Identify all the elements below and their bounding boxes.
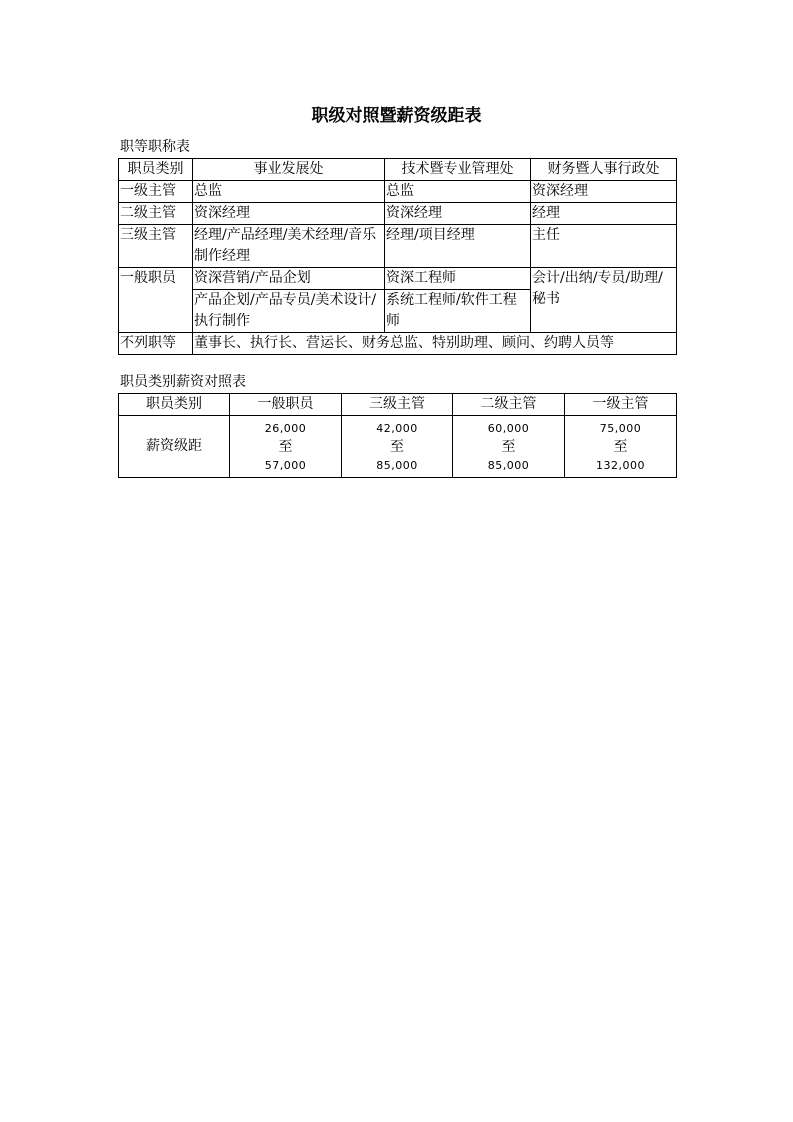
range-to-label: 至 [501,438,516,455]
salary-range-cell [342,416,453,478]
table-cell: 主任 [531,225,677,268]
column-header: 财务暨人事行政处 [531,159,677,181]
row-label: 一级主管 [119,181,193,203]
table-row [119,181,677,203]
page-title: 职级对照暨薪资级距表 [311,106,482,126]
table-cell: 经理/项目经理 [385,225,531,268]
salary-min: 60,000 [487,421,530,435]
table-cell: 资深经理 [531,181,677,203]
column-header: 一般职员 [230,394,342,416]
range-to-label: 至 [613,438,628,455]
range-to-label: 至 [390,438,404,455]
table-cell: 系统工程师/软件工程师 [385,290,531,333]
table-row [119,225,677,268]
table-cell: 资深工程师 [385,268,531,290]
range-to-label: 至 [278,438,293,455]
table-cell: 总监 [193,181,385,203]
table-cell: 资深经理 [193,203,385,225]
salary-table-caption: 职员类别薪资对照表 [120,374,246,390]
column-header: 一级主管 [565,394,677,416]
table-row [119,268,677,290]
salary-min: 75,000 [599,421,642,435]
salary-range-cell [453,416,565,478]
column-header: 职员类别 [119,159,193,181]
salary-max: 132,000 [596,458,645,472]
column-header: 三级主管 [342,394,453,416]
table-cell: 产品企划/产品专员/美术设计/执行制作 [193,290,385,333]
table-cell: 会计/出纳/专员/助理/秘书 [531,268,677,333]
row-label: 一般职员 [119,268,193,333]
salary-max: 85,000 [376,458,418,472]
column-header: 职员类别 [119,394,230,416]
salary-max: 85,000 [487,458,530,472]
column-header: 事业发展处 [193,159,385,181]
table-row [119,203,677,225]
salary-min: 26,000 [264,421,307,435]
salary-range-cell [565,416,677,478]
row-label: 薪资级距 [119,416,230,478]
table-cell: 经理/产品经理/美术经理/音乐制作经理 [193,225,385,268]
table-row [119,333,677,355]
salary-range-table [118,393,677,478]
table-cell: 董事长、执行长、营运长、财务总监、特别助理、顾问、约聘人员等 [193,333,677,355]
job-title-table [118,158,677,355]
table-cell: 经理 [531,203,677,225]
job-title-table-caption: 职等职称表 [120,139,190,155]
table-header-row [119,394,677,416]
salary-max: 57,000 [264,458,307,472]
row-label: 不列职等 [119,333,193,355]
table-cell: 资深营销/产品企划 [193,268,385,290]
salary-min: 42,000 [376,421,418,435]
table-header-row [119,159,677,181]
table-row [119,416,677,478]
column-header: 技术暨专业管理处 [385,159,531,181]
table-cell: 总监 [385,181,531,203]
column-header: 二级主管 [453,394,565,416]
row-label: 二级主管 [119,203,193,225]
table-cell: 资深经理 [385,203,531,225]
salary-range-cell [230,416,342,478]
row-label: 三级主管 [119,225,193,268]
